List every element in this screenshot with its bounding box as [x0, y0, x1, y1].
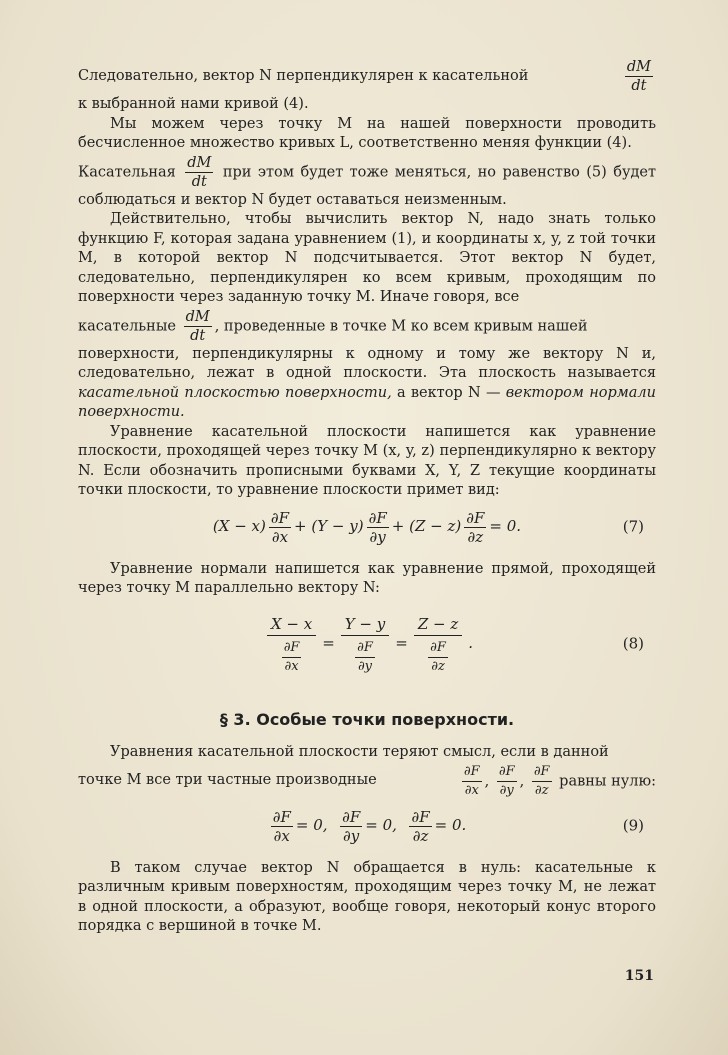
p6-line1: Уравнения касательной плоскости теряют смысл, если в данной: [110, 744, 609, 760]
p7-text: В таком случае вектор N обращается в нуль: касательные к различным кривым поверхностям, проходящим через точку M, не лежат в одной плоскости, а образуют, вообще говоря, некоторый конус второго порядка с вершиной в точке M.: [78, 859, 656, 934]
p5-text: Уравнение нормали напишется как уравнение прямой, проходящей через точку M параллельно вектору N:: [78, 560, 656, 596]
p4-text: Уравнение касательной плоскости напишется как уравнение плоскости, проходящей через точку M (x, y, z) перпендикулярно к вектору N. Если обозначить прописными буквами X, Y, Z текущие координаты точки плоскости, то уравнение плоскости примет вид:: [78, 423, 656, 498]
page-body: [78, 58, 656, 937]
page-number: 151: [624, 968, 654, 984]
equation-8: $\frac{X - x}{\frac{\partial F}{\partial x}}$ = $\frac{Y - y}{\frac{\partial F}{\partial y}}$ = $\frac{Z - z}{\frac{\partial F}{\partial z}}$ . (8): [78, 613, 656, 676]
dM-dt-fraction: $\frac{dM}{dt}$: [185, 308, 210, 344]
equation-7: (X − x) $\frac{\partial F}{\partial x}$ + (Y − y) $\frac{\partial F}{\partial y}$ + (Z − z) $\frac{\partial F}{\partial z}$ = 0. (7): [212, 508, 644, 546]
p3-tangents-line: касательные $\frac{dM}{dt}$ , проведенные в точке M ко всем кривым нашей: [78, 308, 588, 344]
equation-number: (9): [622, 816, 644, 835]
term-normal-vector: вектором нормали поверхности.: [78, 384, 657, 420]
dM-dt-fraction: $\frac{dM}{dt}$: [187, 154, 212, 190]
equation-number: (8): [622, 634, 644, 653]
term-tangent-plane: касательной плоскостью поверхности,: [78, 384, 392, 401]
p1-text: Следовательно, вектор N перпендикулярен к касательной: [78, 67, 529, 84]
p3-text: Действительно, чтобы вычислить вектор N, надо знать только функцию F, которая задана уравнением (1), и координаты x, y, z той точки M, в которой вектор N подсчитывается. Этот вектор N будет, следовательно, перпендикулярен ко всем кривым, проходящим по поверхности через заданную точку M. Иначе говоря, все: [78, 211, 656, 305]
p6-line2: точке M все три частные производные $\frac{\partial F}{\partial x}$ , $\frac{\partial F}{\partial y}$ , $\frac{\partial F}{\partial z}$ равны нулю:: [78, 763, 656, 798]
p3-continuation: поверхности, перпендикулярны к одному и тому же вектору N и, следовательно, лежат в одной плоскости. Эта плоскость называется касательной плоскостью поверхности, а вектор N — вектором нормали поверхности.: [78, 345, 657, 420]
p1-line2: к выбранной нами кривой (4).: [78, 96, 309, 112]
section-heading: § 3. Особые точки поверхности.: [219, 709, 515, 729]
p2-line2: Касательная $\frac{dM}{dt}$ при этом будет тоже меняться, но равенство (5) будет соблюдаться и вектор N будет оставаться неизменным.: [78, 154, 657, 208]
p2-line1: Мы можем через точку M на нашей поверхности проводить бесчисленное множество кривых L, соответственно меняя функции (4).: [78, 115, 656, 151]
dM-dt-fraction: $\frac{dM}{dt}$: [626, 59, 651, 94]
paragraph-1: [78, 58, 656, 95]
equation-9: $\frac{\partial F}{\partial x}$ = 0, $\frac{\partial F}{\partial y}$ = 0, $\frac{\partial F}{\partial z}$ = 0. (9): [272, 807, 644, 845]
equation-number: (7): [622, 517, 644, 536]
